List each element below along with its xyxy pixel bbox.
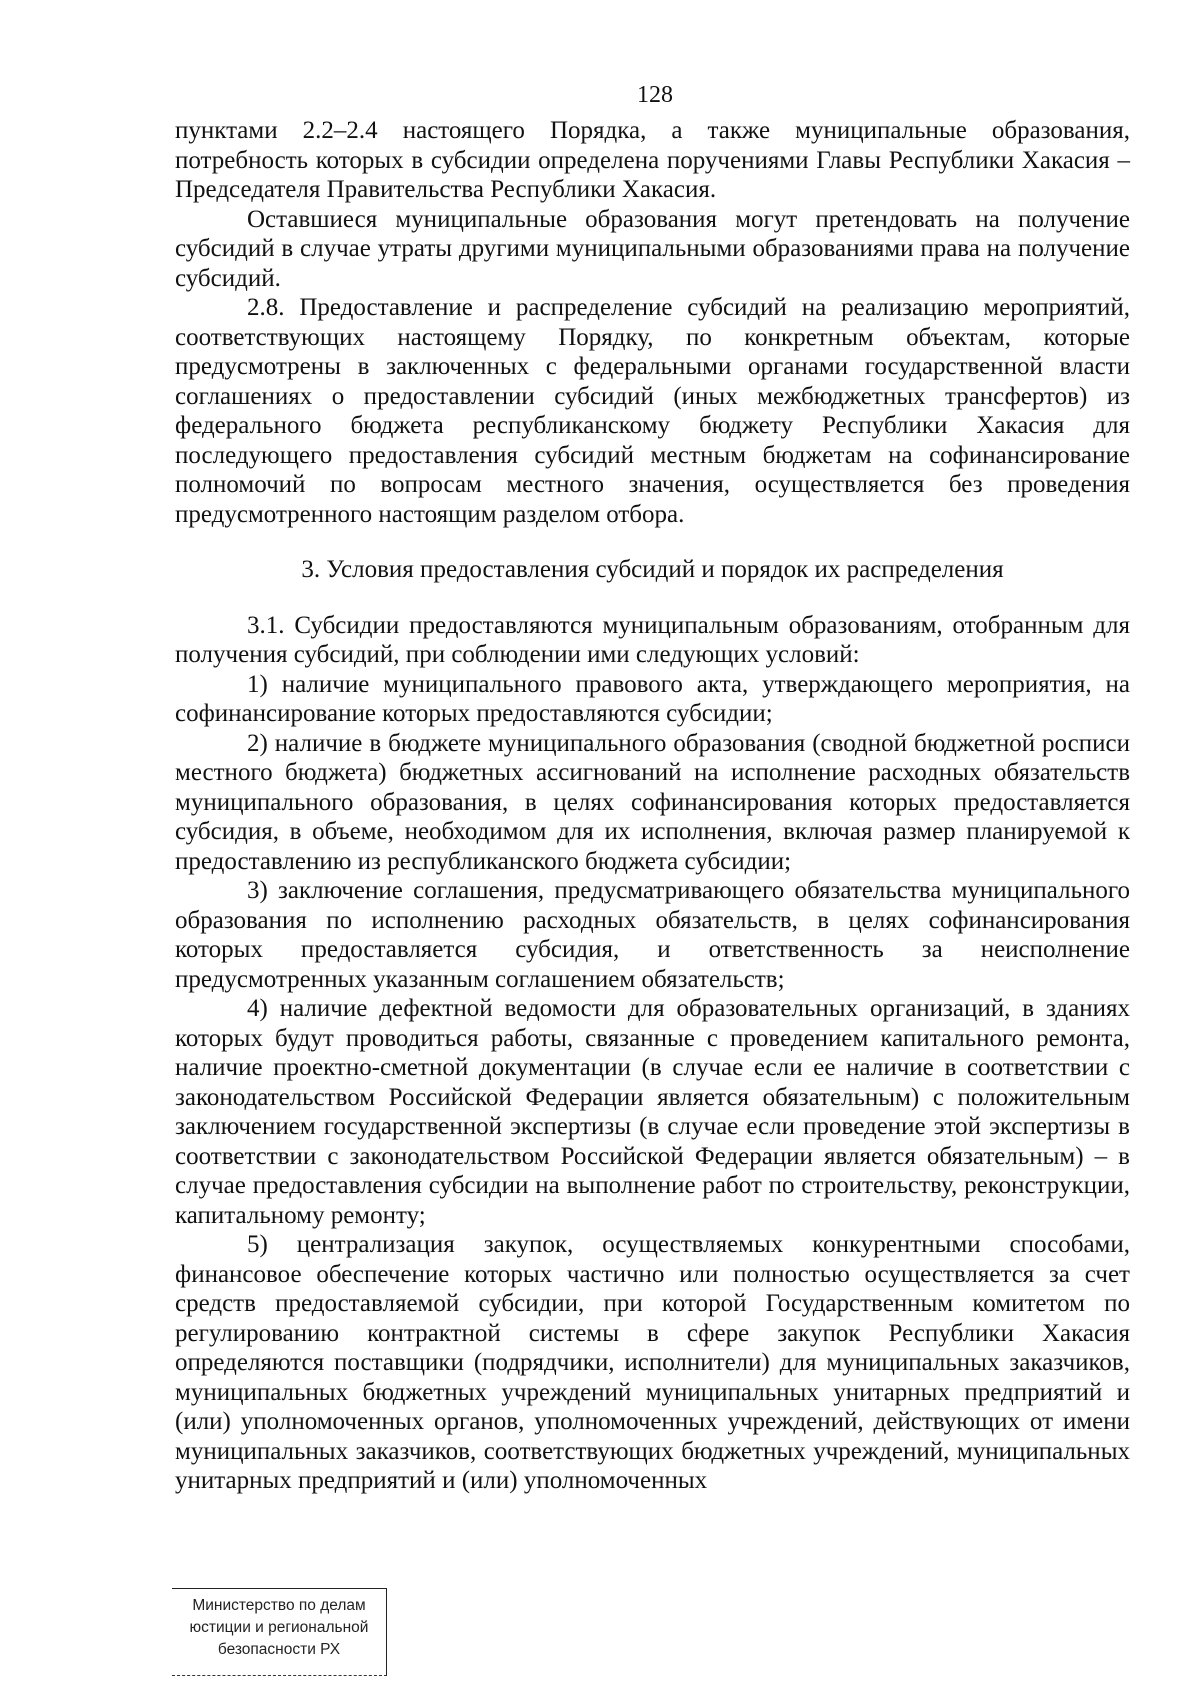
condition-item-4: 4) наличие дефектной ведомости для образовательных организаций, в зданиях которых будут проводиться работы, связанные с проведением капитального ремонта, наличие проектно-сметной документации (в случае если ее наличие в соответствии с законодательством Российской Федерации является обязательным) с положительным заключением государственной экспертизы (в случае если проведение этой экспертизы в соответствии с законодательством Российской Федерации является обязательным) – в случае предоставления субсидии на выполнение работ по строительству, реконструкции, капитальному ремонту; (175, 995, 1130, 1229)
section-heading: 3. Условия предоставления субсидий и порядок их распределения (301, 556, 1004, 583)
condition-item-5: 5) централизация закупок, осуществляемых конкурентными способами, финансовое обеспечение которых частично или полностью осуществляется за счет средств предоставляемой субсидии, при которой Государственным комитетом по регулированию контрактной системы в сфере закупок Республики Хакасия определяются поставщики (подрядчики, исполнители) для муниципальных заказчиков, муниципальных бюджетных учреждений муниципальных унитарных предприятий и (или) уполномоченных органов, уполномоченных учреждений, действующих от имени муниципальных заказчиков, соответствующих бюджетных учреждений, муниципальных унитарных предприятий и (или) уполномоченных (175, 1231, 1130, 1494)
stamp-line: юстиции и региональной (189, 1619, 369, 1636)
paragraph-remaining-municipalities: Оставшиеся муниципальные образования могут претендовать на получение субсидий в случае утраты другими муниципальными образованиями права на получение субсидий. (175, 205, 1130, 292)
paragraph-3-1: 3.1. Субсидии предоставляются муниципальным образованиям, отобранным для получения субсидий, при соблюдении ими следующих условий: (175, 611, 1130, 668)
condition-item-3: 3) заключение соглашения, предусматривающего обязательства муниципального образования по исполнению расходных обязательств, в целях софинансирования которых предоставляется субсидия, и ответственность за неисполнение предусмотренных указанным соглашением обязательств; (175, 877, 1130, 993)
stamp-line: безопасности РХ (217, 1641, 341, 1658)
stamp-line: Министерство по делам (192, 1597, 366, 1614)
condition-item-1: 1) наличие муниципального правового акта, утверждающего мероприятия, на софинансирование которых предоставляются субсидии; (175, 670, 1130, 727)
paragraph-continuation: пунктами 2.2–2.4 настоящего Порядка, а также муниципальные образования, потребность которых в субсидии определена поручениями Главы Республики Хакасия – Председателя Правительства Республики Хакасия. (175, 117, 1130, 203)
document-body (175, 116, 1130, 1496)
page-number: 128 (637, 82, 673, 108)
ministry-stamp (172, 1588, 387, 1676)
paragraph-2-8: 2.8. Предоставление и распределение субсидий на реализацию мероприятий, соответствующих настоящему Порядку, по конкретным объектам, которые предусмотрены в заключенных с федеральными органами государственной власти соглашениях о предоставлении субсидий (иных межбюджетных трансфертов) из федерального бюджета республиканскому бюджету Республики Хакасия для последующего предоставления субсидий местным бюджетам на софинансирование полномочий по вопросам местного значения, осуществляется без проведения предусмотренного настоящим разделом отбора. (175, 294, 1130, 528)
condition-item-2: 2) наличие в бюджете муниципального образования (сводной бюджетной росписи местного бюджета) бюджетных ассигнований на исполнение расходных обязательств муниципального образования, в целях софинансирования которых предоставляется субсидия, в объеме, необходимом для их исполнения, включая размер планируемой к предоставлению из республиканского бюджета субсидии; (175, 729, 1130, 875)
